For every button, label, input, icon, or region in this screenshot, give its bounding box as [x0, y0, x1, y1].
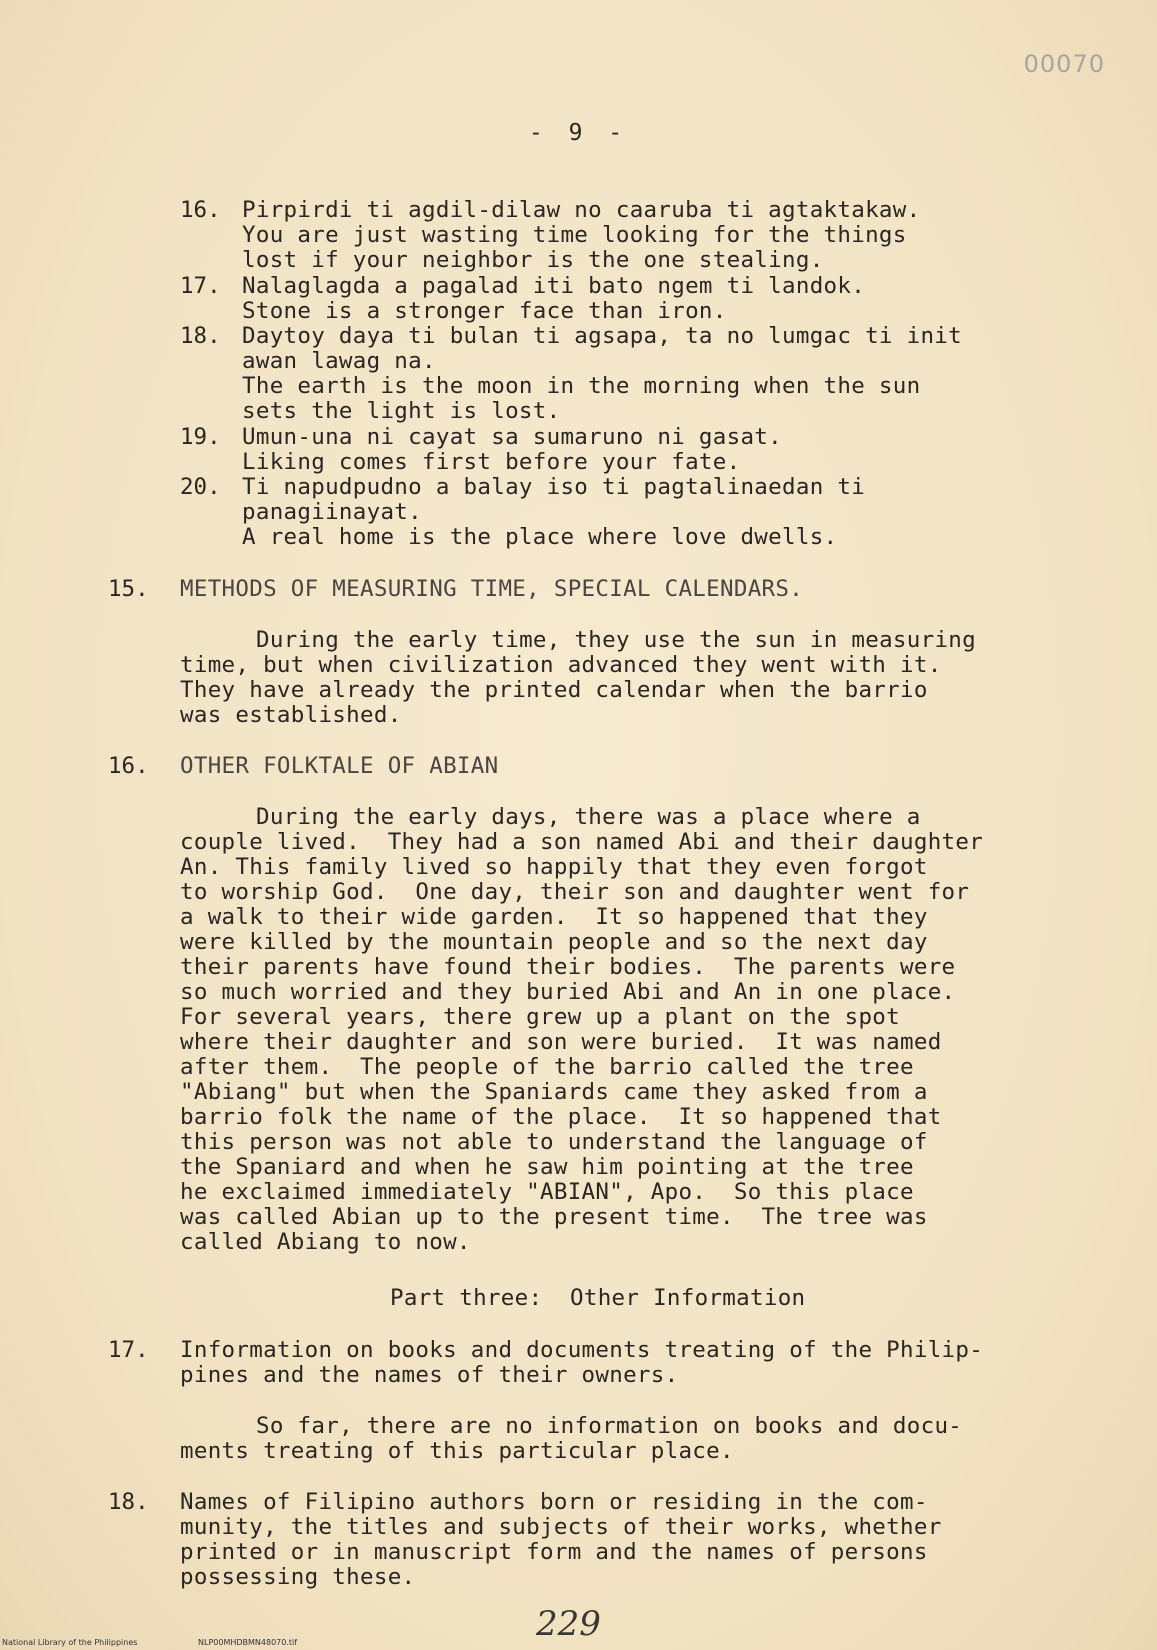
scan-footer	[0, 1637, 1157, 1650]
section-heading: METHODS OF MEASURING TIME, SPECIAL CALENDARS.	[180, 576, 804, 602]
proverb-number: 16.	[180, 197, 221, 223]
paragraph-line: ments treating of this particular place.	[180, 1438, 734, 1464]
proverb-number: 18.	[180, 323, 221, 349]
section-heading: OTHER FOLKTALE OF ABIAN	[180, 753, 499, 779]
proverb-number: 19.	[180, 424, 221, 450]
paragraph-line: the Spaniard and when he saw him pointing at the tree	[180, 1154, 914, 1180]
proverb-number: 20.	[180, 474, 221, 500]
paragraph-line: so much worried and they buried Abi and An in one place.	[180, 979, 956, 1005]
section-heading: printed or in manuscript form and the names of persons	[180, 1539, 928, 1565]
section-number: 16.	[108, 753, 149, 779]
section-heading: Names of Filipino authors born or residing in the com-	[180, 1489, 928, 1515]
paragraph-line: called Abiang to now.	[180, 1229, 471, 1255]
proverb-line: panagiinayat.	[242, 499, 422, 525]
proverb-line: Umun-una ni cayat sa sumaruno ni gasat.	[242, 424, 782, 450]
proverb-number: 17.	[180, 273, 221, 299]
section-heading: pines and the names of their owners.	[180, 1362, 679, 1388]
paragraph-line: couple lived. They had a son named Abi and their daughter	[180, 829, 984, 855]
proverb-line: sets the light is lost.	[242, 398, 561, 424]
footer-institution: National Library of the Philippines	[2, 1638, 138, 1647]
paragraph-line: were killed by the mountain people and so the next day	[180, 929, 928, 955]
proverb-line: lost if your neighbor is the one stealing.	[242, 247, 824, 273]
part-heading: Part three: Other Information	[390, 1285, 806, 1311]
proverb-line: The earth is the moon in the morning when the sun	[242, 373, 921, 399]
footer-filename: NLP00MHDBMN48070.tif	[198, 1638, 298, 1647]
section-heading: munity, the titles and subjects of their works, whether	[180, 1514, 942, 1540]
proverb-line: Pirpirdi ti agdil-dilaw no caaruba ti agtaktakaw.	[242, 197, 921, 223]
paragraph-line: An. This family lived so happily that they even forgot	[180, 854, 928, 880]
paragraph-line: their parents have found their bodies. The parents were	[180, 954, 956, 980]
paragraph-line: a walk to their wide garden. It so happened that they	[180, 904, 928, 930]
paragraph-line: time, but when civilization advanced they went with it.	[180, 652, 942, 678]
paragraph-line: was established.	[180, 702, 402, 728]
handwritten-page-number: 229	[536, 1604, 601, 1644]
paragraph-line: where their daughter and son were buried. It was named	[180, 1029, 942, 1055]
paragraph-line: he exclaimed immediately "ABIAN", Apo. So this place	[180, 1179, 914, 1205]
proverb-line: You are just wasting time looking for the things	[242, 222, 907, 248]
paragraph-line: So far, there are no information on books and docu-	[256, 1413, 963, 1439]
section-number: 18.	[108, 1489, 149, 1515]
proverb-line: Liking comes first before your fate.	[242, 449, 741, 475]
proverb-line: A real home is the place where love dwells.	[242, 524, 838, 550]
paragraph-line: after them. The people of the barrio called the tree	[180, 1054, 914, 1080]
section-number: 17.	[108, 1337, 149, 1363]
archive-stamp: 00070	[1023, 50, 1105, 78]
proverb-line: Ti napudpudno a balay iso ti pagtalinaedan ti	[242, 474, 866, 500]
paragraph-line: "Abiang" but when the Spaniards came they asked from a	[180, 1079, 928, 1105]
paragraph-line: During the early time, they use the sun in measuring	[256, 627, 976, 653]
proverb-line: awan lawag na.	[242, 348, 436, 374]
paragraph-line: barrio folk the name of the place. It so happened that	[180, 1104, 942, 1130]
page-number: - 9 -	[528, 120, 629, 146]
paragraph-line: For several years, there grew up a plant on the spot	[180, 1004, 900, 1030]
proverb-line: Stone is a stronger face than iron.	[242, 298, 727, 324]
paragraph-line: to worship God. One day, their son and daughter went for	[180, 879, 970, 905]
proverb-line: Daytoy daya ti bulan ti agsapa, ta no lumgac ti init	[242, 323, 962, 349]
section-number: 15.	[108, 576, 149, 602]
paragraph-line: this person was not able to understand the language of	[180, 1129, 928, 1155]
paragraph-line: During the early days, there was a place where a	[256, 804, 921, 830]
proverb-line: Nalaglagda a pagalad iti bato ngem ti landok.	[242, 273, 866, 299]
section-heading: possessing these.	[180, 1564, 416, 1590]
paragraph-line: They have already the printed calendar when the barrio	[180, 677, 928, 703]
paragraph-line: was called Abian up to the present time. The tree was	[180, 1204, 928, 1230]
section-heading: Information on books and documents treating of the Philip-	[180, 1337, 984, 1363]
